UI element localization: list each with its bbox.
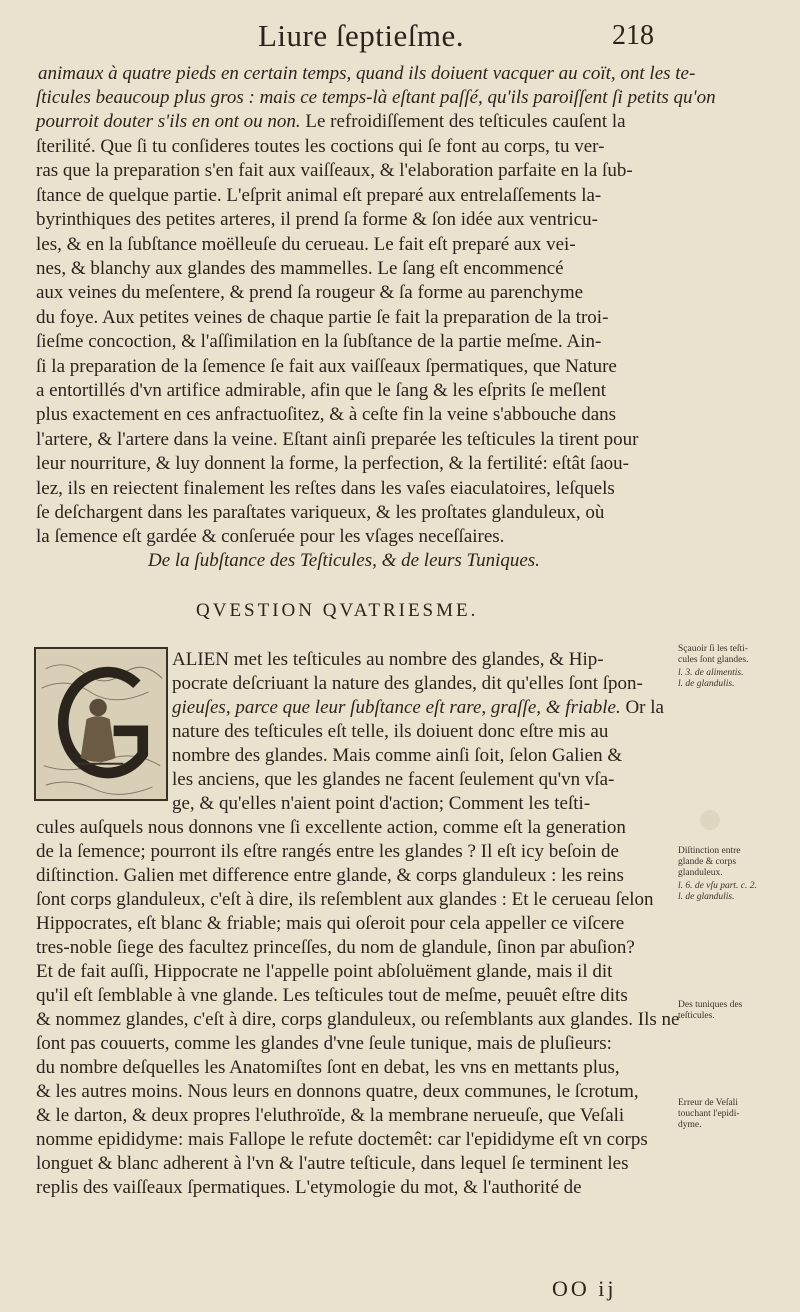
decorated-initial-g [34,647,168,801]
text-line-main: ſe deſchargent dans les paraſtates variqueux, & les proſtates glanduleux, où [36,502,605,523]
text-line-main: l'artere, & l'artere dans la veine. Eſtant ainſi preparée les teſticules la tirent pour [36,429,639,450]
text-line [36,984,628,1008]
text-line-main: ſticules beaucoup plus gros : mais ce temps-là eſtant paſſé, qu'ils paroiſſent ſi petits qu'on [36,87,716,108]
text-line [36,306,608,330]
text-line [36,888,654,912]
margin-note-citation: l. 6. de vſu part. c. 2. l. de glandulis. [678,881,757,902]
text-line-main: plus exactement en ces anfractuoſitez, & à ceſte fin la veine s'abbouche dans [36,404,617,425]
text-line [36,525,504,549]
text-line-main: lez, ils en reiectent finalement les reſtes dans les vaſes eiaculatoires, leſquels [36,478,615,499]
text-line-main: Hippocrates, eſt blanc & friable; mais qui oſeroit pour cela appeller ce viſcere [36,913,625,934]
text-line-continuation: Le refroidiſſement des teſticules cauſent la [300,111,626,132]
text-line-main: aux veines du meſentere, & prend ſa rougeur & ſa forme au parenchyme [36,282,584,303]
text-line-main: ſont corps glanduleux, c'eſt à dire, ils reſemblent aux glandes : Et le cerueau ſelon [36,889,654,910]
margin-note-text: Des tuniques des teſticules. [678,1000,743,1021]
margin-note [678,1000,796,1022]
text-line [172,744,622,768]
text-line-main: pocrate deſcriuant la nature des glandes, dit qu'elles ſont ſpon- [172,673,643,694]
text-line-continuation: Or la [620,697,664,718]
text-line-main: byrinthiques des petites arteres, il prend ſa forme & ſon idée aux ventricu- [36,209,598,230]
text-line [36,1176,582,1200]
text-line-main: nomme epididyme: mais Fallope le refute doctemêt: car l'epididyme eſt vn corps [36,1129,648,1150]
text-line-main: animaux à quatre pieds en certain temps, quand ils doiuent vacquer au coït, ont les te- [38,63,696,84]
text-line [36,330,601,354]
text-line [38,62,695,86]
margin-note [678,1098,796,1131]
text-line [36,960,612,984]
section-subheading: De la ſubſtance des Teſticules, & de leurs Tuniques. [148,550,540,571]
text-line [172,696,664,720]
text-line [36,355,617,379]
signature-mark: OO ij [552,1276,617,1301]
text-line-main: & les autres moins. Nous leurs en donnons quatre, deux communes, le ſcrotum, [36,1081,639,1102]
text-line [36,936,635,960]
margin-note-citation: l. 3. de alimentis. l. de glandulis. [678,668,744,689]
text-line [36,1104,624,1128]
text-line-main: diſtinction. Galien met difference entre glande, & corps glanduleux : les reins [36,865,624,886]
text-line [36,159,633,183]
text-line-main: replis des vaiſſeaux ſpermatiques. L'etymologie du mot, & l'authorité de [36,1177,582,1198]
text-line-main: les, & en la ſubſtance moëlleuſe du cerueau. Le fait eſt preparé aux vei- [36,234,576,255]
text-line [172,672,643,696]
text-line [36,1152,628,1176]
text-line-main: qu'il eſt ſemblable à vne glande. Les teſticules tout de meſme, peuuêt eſtre dits [36,985,628,1006]
running-head [0,14,800,54]
text-line [36,428,638,452]
text-line-main: ſi la preparation de la ſemence ſe fait aux vaiſſeaux ſpermatiques, que Nature [36,356,617,377]
text-line-main: nombre des glandes. Mais comme ainſi ſoit, ſelon Galien & [172,745,623,766]
text-line [36,110,626,134]
text-line [36,135,604,159]
text-line-main: cules auſquels nous donnons vne ſi excellente action, comme eſt la generation [36,817,626,838]
text-line [36,452,629,476]
text-line-main: pourroit douter s'ils en ont ou non. [36,111,301,132]
text-line [36,281,583,305]
text-line-main: & le darton, & deux propres l'eluthroïde, & la membrane nerueuſe, que Veſali [36,1105,625,1126]
text-line [36,1056,620,1080]
text-line-main: ſieſme concoction, & l'aſſimilation en la ſubſtance de la partie meſme. Ain- [36,331,602,352]
text-line [172,720,608,744]
text-line-main: de la ſemence; pourront ils eſtre rangés entre les glandes ? Il eſt icy beſoin de [36,841,619,862]
text-line-main: les anciens, que les glandes ne facent ſeulement qu'vn vſa- [172,769,615,790]
text-line-main: ſterilité. Que ſi tu conſideres toutes les coctions qui ſe font au corps, tu ver- [36,136,605,157]
page-title: Liure ſeptieſme. [258,18,464,53]
text-line [36,208,598,232]
text-line [36,816,626,840]
text-line [36,1080,639,1104]
text-line [172,792,590,816]
text-line [36,477,615,501]
text-line-main: ras que la preparation s'en fait aux vaiſſeaux, & l'elaboration parfaite en la ſub- [36,160,633,181]
folio-number: 218 [612,20,654,51]
text-line-main: longuet & blanc adherent à l'vn & l'autre teſticule, dans lequel ſe terminent les [36,1153,629,1174]
text-line-main: nes, & blanchy aux glandes des mammelles. Le ſang eſt encommencé [36,258,564,279]
text-line-main: & nommez glandes, c'eſt à dire, corps glanduleux, ou reſemblants aux glandes. Ils ne [36,1009,680,1030]
text-line [36,86,716,110]
text-line [36,840,619,864]
margin-note-text: Erreur de Veſali touchant l'epidi- dyme. [678,1098,740,1130]
text-line-main: ſtance de quelque partie. L'eſprit animal eſt preparé aux entrelaſſements la- [36,185,602,206]
text-line [36,233,576,257]
text-line-main: du foye. Aux petites veines de chaque partie ſe fait la preparation de la troi- [36,307,609,328]
text-line [172,648,604,672]
margin-note-text: Diſtinction entre glande & corps glanduleux. [678,846,741,878]
text-line-main: ALIEN met les teſticules au nombre des glandes, & Hip- [172,649,604,670]
text-line-main: tres-noble ſiege des facultez princeſſes, du nom de glandule, ſinon par abuſion? [36,937,635,958]
text-line [36,184,601,208]
text-line-main: a entortillés d'vn artifice admirable, afin que le ſang & les eſprits ſe meſlent [36,380,607,401]
text-line-main: ſont pas couuerts, comme les glandes d'vne ſeule tunique, mais de pluſieurs: [36,1033,612,1054]
text-line [36,1128,648,1152]
margin-note [678,846,796,903]
text-line [36,501,604,525]
text-line-main: la ſemence eſt gardée & conſeruée pour les vſages neceſſaires. [36,526,505,547]
text-line-main: nature des teſticules eſt telle, ils doiuent donc eſtre mis au [172,721,609,742]
text-line [36,379,606,403]
text-line [36,257,564,281]
text-line [36,403,616,427]
text-line [36,1032,612,1056]
question-heading: QVESTION QVATRIESME. [196,600,479,621]
text-line-main: Et de fait auſſi, Hippocrate ne l'appelle point abſoluëment glande, mais il dit [36,961,613,982]
decorated-initial-icon [36,649,166,799]
paper-stain [700,810,720,830]
text-line-main: ge, & qu'elles n'aient point d'action; Comment les teſti- [172,793,591,814]
text-line-main: du nombre deſquelles les Anatomiſtes ſont en debat, les vns en mettants plus, [36,1057,620,1078]
text-line-main: gieuſes, parce que leur ſubſtance eſt rare, graſſe, & friable. [172,697,621,718]
text-line [172,768,614,792]
text-line [36,864,624,888]
margin-note [678,644,796,690]
text-line-main: leur nourriture, & luy donnent la forme, la perfection, & la fertilité: eſtât ſaou- [36,453,630,474]
text-line [36,912,624,936]
margin-note-text: Sçauoir ſi les teſti- cules ſont glandes. [678,644,749,665]
text-line [36,1008,679,1032]
